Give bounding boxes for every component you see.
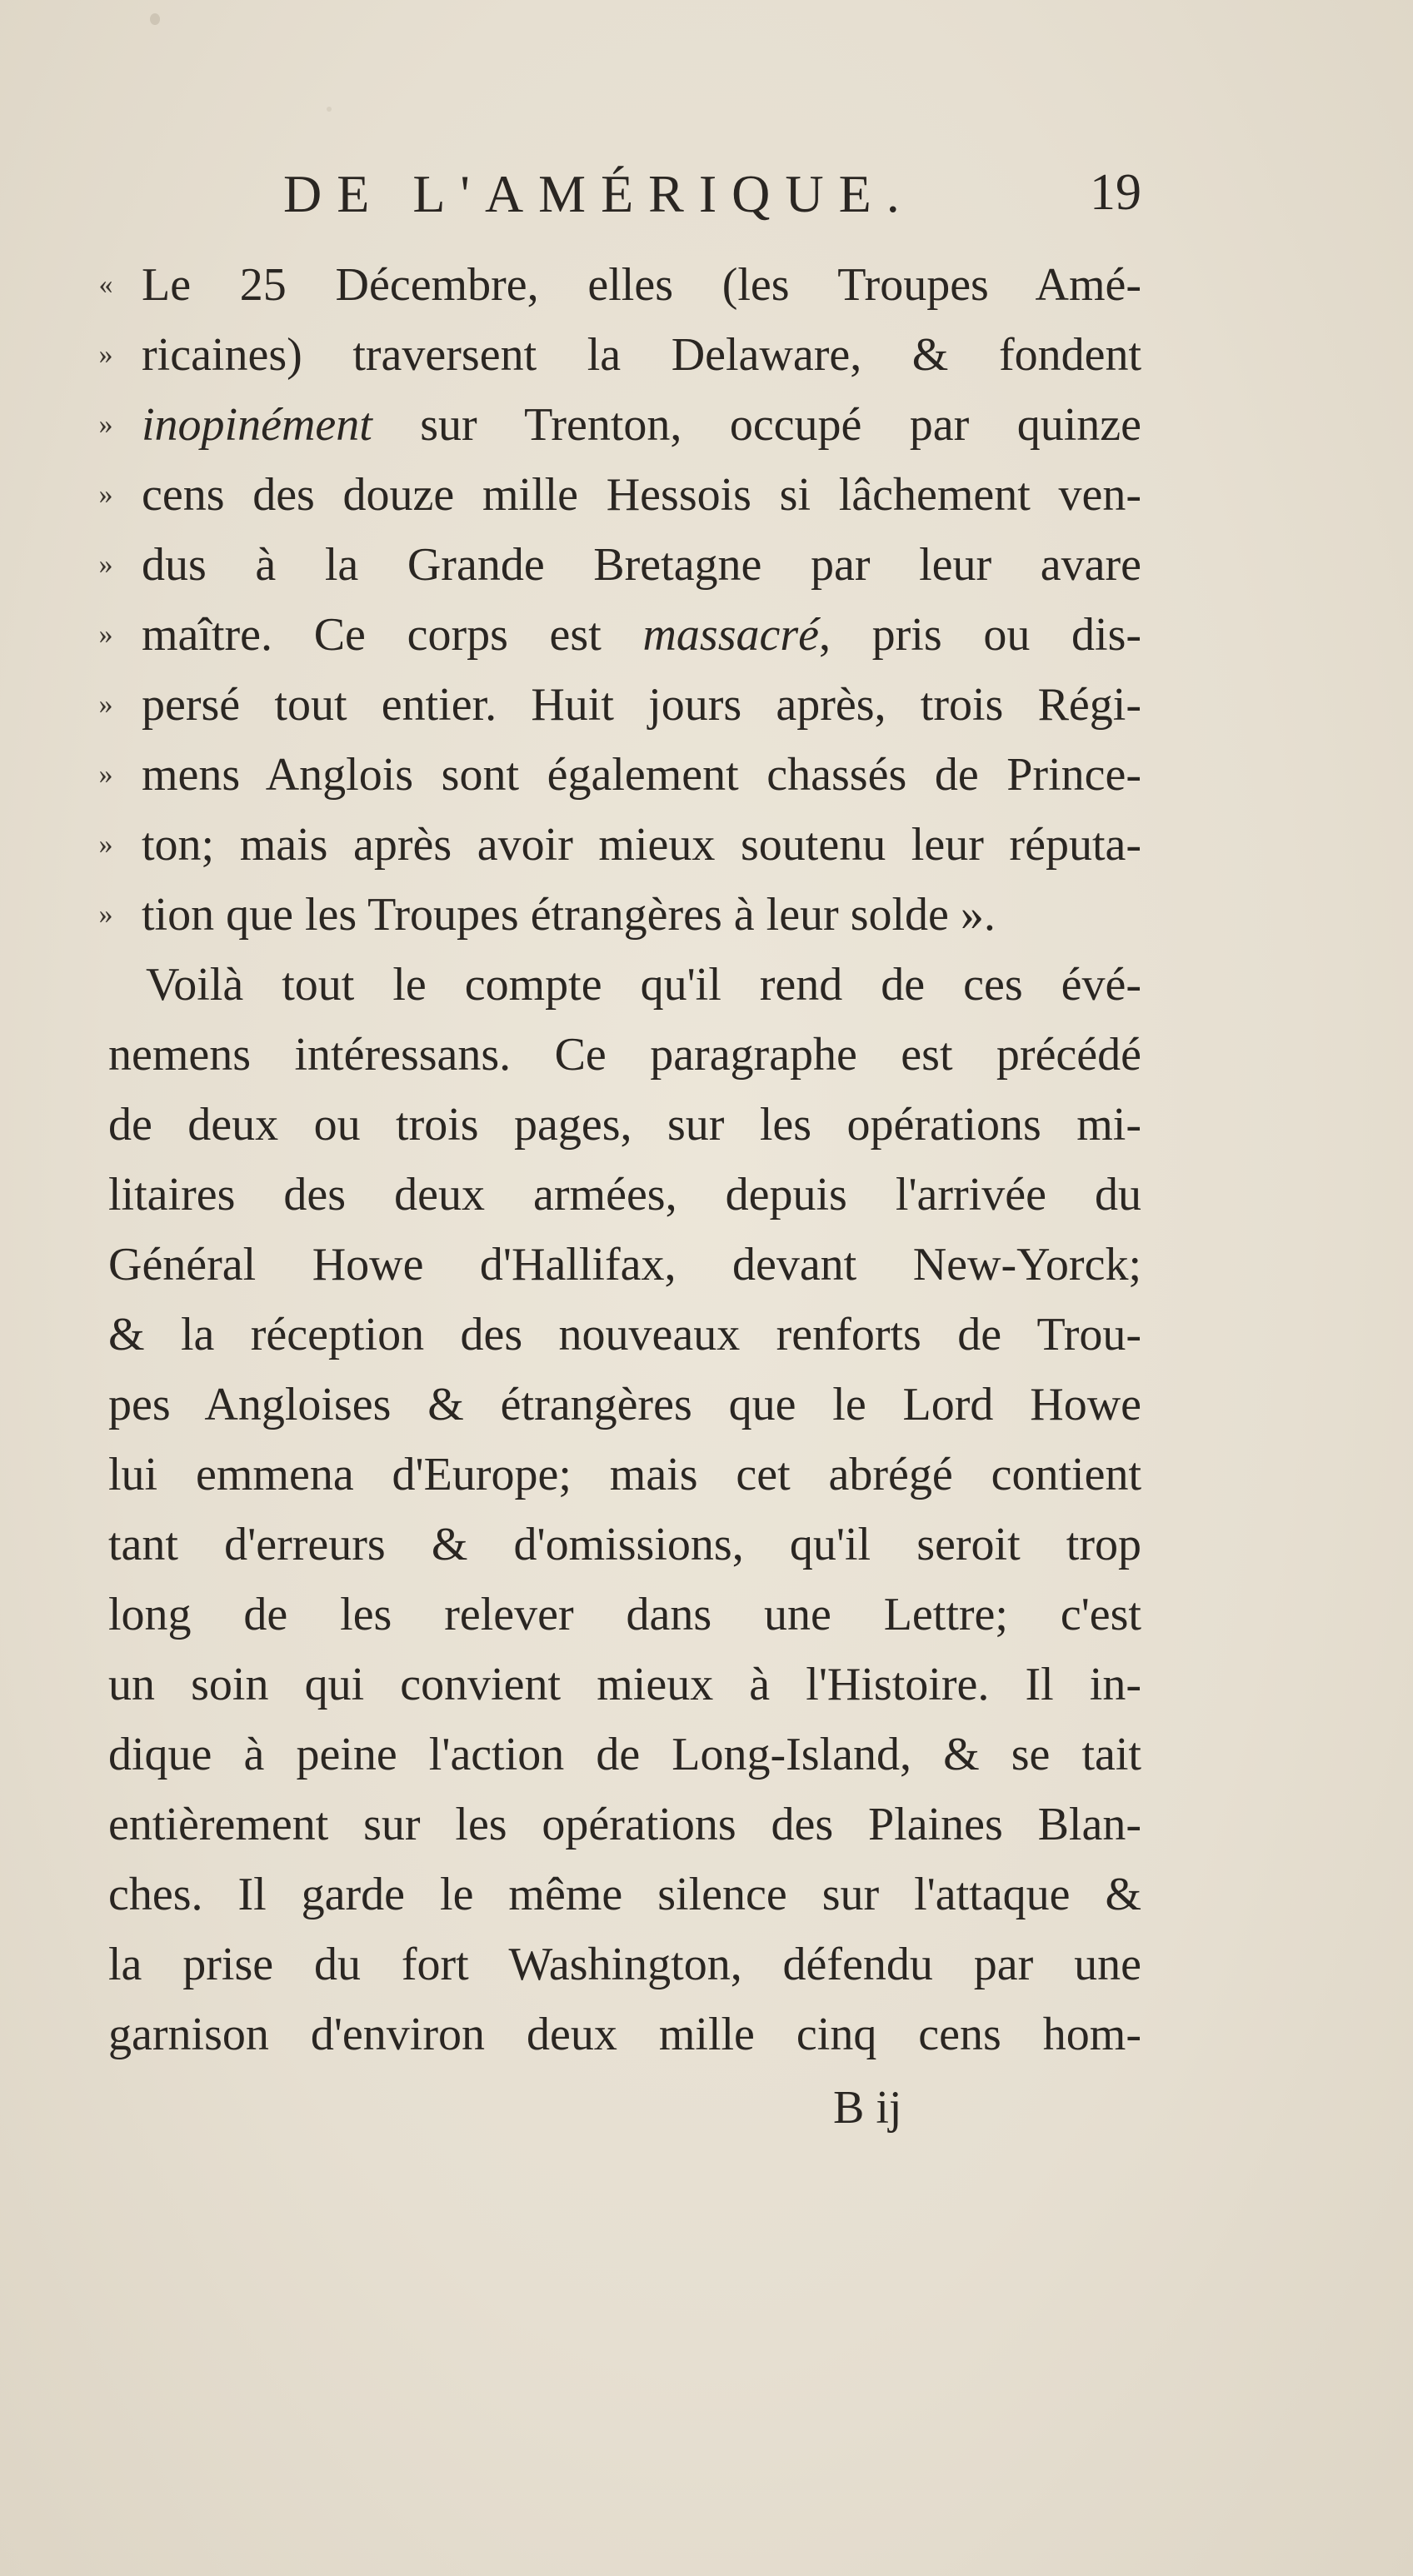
text-line [33, 1720, 1166, 1790]
line-text: garnison d'environ deux mille cinq cens hom- [108, 2009, 1141, 2060]
line-text: tion que les Troupes étrangères à leur solde ». [142, 889, 996, 941]
line-text: lui emmena d'Europe; mais cet abrégé contient [108, 1449, 1141, 1500]
text-line [33, 1930, 1166, 1999]
quote-marker: « [98, 269, 113, 300]
line-text: dique à peine l'action de Long-Island, & se tait [108, 1729, 1141, 1780]
text-line [33, 600, 1166, 670]
text-line [33, 530, 1166, 600]
text-line [33, 880, 1166, 950]
line-text: un soin qui convient mieux à l'Histoire. Il in- [108, 1659, 1141, 1710]
italic-text: inopinément [142, 399, 372, 451]
line-text: persé tout entier. Huit jours après, trois Régi- [142, 679, 1141, 731]
line-text: pes Angloises & étrangères que le Lord Howe [108, 1379, 1141, 1430]
signature-mark: B ij [833, 2082, 902, 2134]
text-line [33, 670, 1166, 740]
text-line [33, 1370, 1166, 1440]
quote-marker: » [98, 759, 113, 790]
quote-marker: » [98, 899, 113, 930]
line-text: de deux ou trois pages, sur les opérations mi- [108, 1099, 1141, 1151]
paper-stain [150, 13, 160, 25]
line-text: ches. Il garde le même silence sur l'attaque & [108, 1869, 1141, 1920]
paper-stain [327, 107, 332, 112]
text-line [33, 1510, 1166, 1580]
line-text: entièrement sur les opérations des Plaines Blan- [108, 1799, 1141, 1850]
text-segment: maître. Ce corps est [142, 609, 643, 661]
text-line [33, 1999, 1166, 2069]
line-text: litaires des deux armées, depuis l'arrivée du [108, 1169, 1141, 1221]
text-line [33, 950, 1166, 1020]
quote-marker: » [98, 829, 113, 860]
text-line [33, 1020, 1166, 1090]
quote-marker: » [98, 549, 113, 580]
line-text: cens des douze mille Hessois si lâchement ven- [142, 469, 1141, 521]
line-text: nemens intéressans. Ce paragraphe est précédé [108, 1029, 1141, 1081]
line-text [142, 390, 1141, 460]
text-line [33, 1650, 1166, 1720]
quote-marker: » [98, 339, 113, 370]
body-text [33, 250, 1166, 2069]
quote-marker: » [98, 479, 113, 510]
running-head: DE L'AMÉRIQUE. [283, 164, 915, 223]
text-line [33, 1440, 1166, 1510]
text-line [33, 460, 1166, 530]
line-text: dus à la Grande Bretagne par leur avare [142, 539, 1141, 591]
text-line [33, 390, 1166, 460]
quote-marker: » [98, 689, 113, 720]
page-number: 19 [1090, 164, 1141, 221]
text-line [33, 1790, 1166, 1860]
line-text: Général Howe d'Hallifax, devant New-Yorck; [108, 1239, 1141, 1290]
quote-marker: » [98, 619, 113, 650]
text-line [33, 1860, 1166, 1930]
text-line [33, 320, 1166, 390]
text-line [33, 740, 1166, 810]
text-line [33, 1580, 1166, 1650]
text-segment: sur Trenton, occupé par quinze [372, 399, 1141, 451]
line-text: & la réception des nouveaux renforts de Trou- [108, 1309, 1141, 1360]
page-header [283, 163, 1141, 230]
text-line [33, 810, 1166, 880]
line-text: ricaines) traversent la Delaware, & fondent [142, 329, 1141, 381]
text-line [33, 1230, 1166, 1300]
line-text: ton; mais après avoir mieux soutenu leur réputa- [142, 819, 1141, 871]
line-text: Voilà tout le compte qu'il rend de ces évé- [146, 959, 1141, 1011]
text-line [33, 250, 1166, 320]
text-segment: , pris ou dis- [818, 609, 1142, 661]
line-text: mens Anglois sont également chassés de Prince- [142, 749, 1141, 801]
line-text [142, 600, 1141, 670]
line-text: tant d'erreurs & d'omissions, qu'il seroit trop [108, 1519, 1141, 1570]
text-line [33, 1090, 1166, 1160]
text-line [33, 1300, 1166, 1370]
line-text: long de les relever dans une Lettre; c'est [108, 1589, 1141, 1640]
quote-marker: » [98, 409, 113, 440]
italic-text: massacré [642, 609, 819, 661]
text-line [33, 1160, 1166, 1230]
line-text: Le 25 Décembre, elles (les Troupes Amé- [142, 259, 1141, 311]
line-text: la prise du fort Washington, défendu par une [108, 1939, 1141, 1990]
